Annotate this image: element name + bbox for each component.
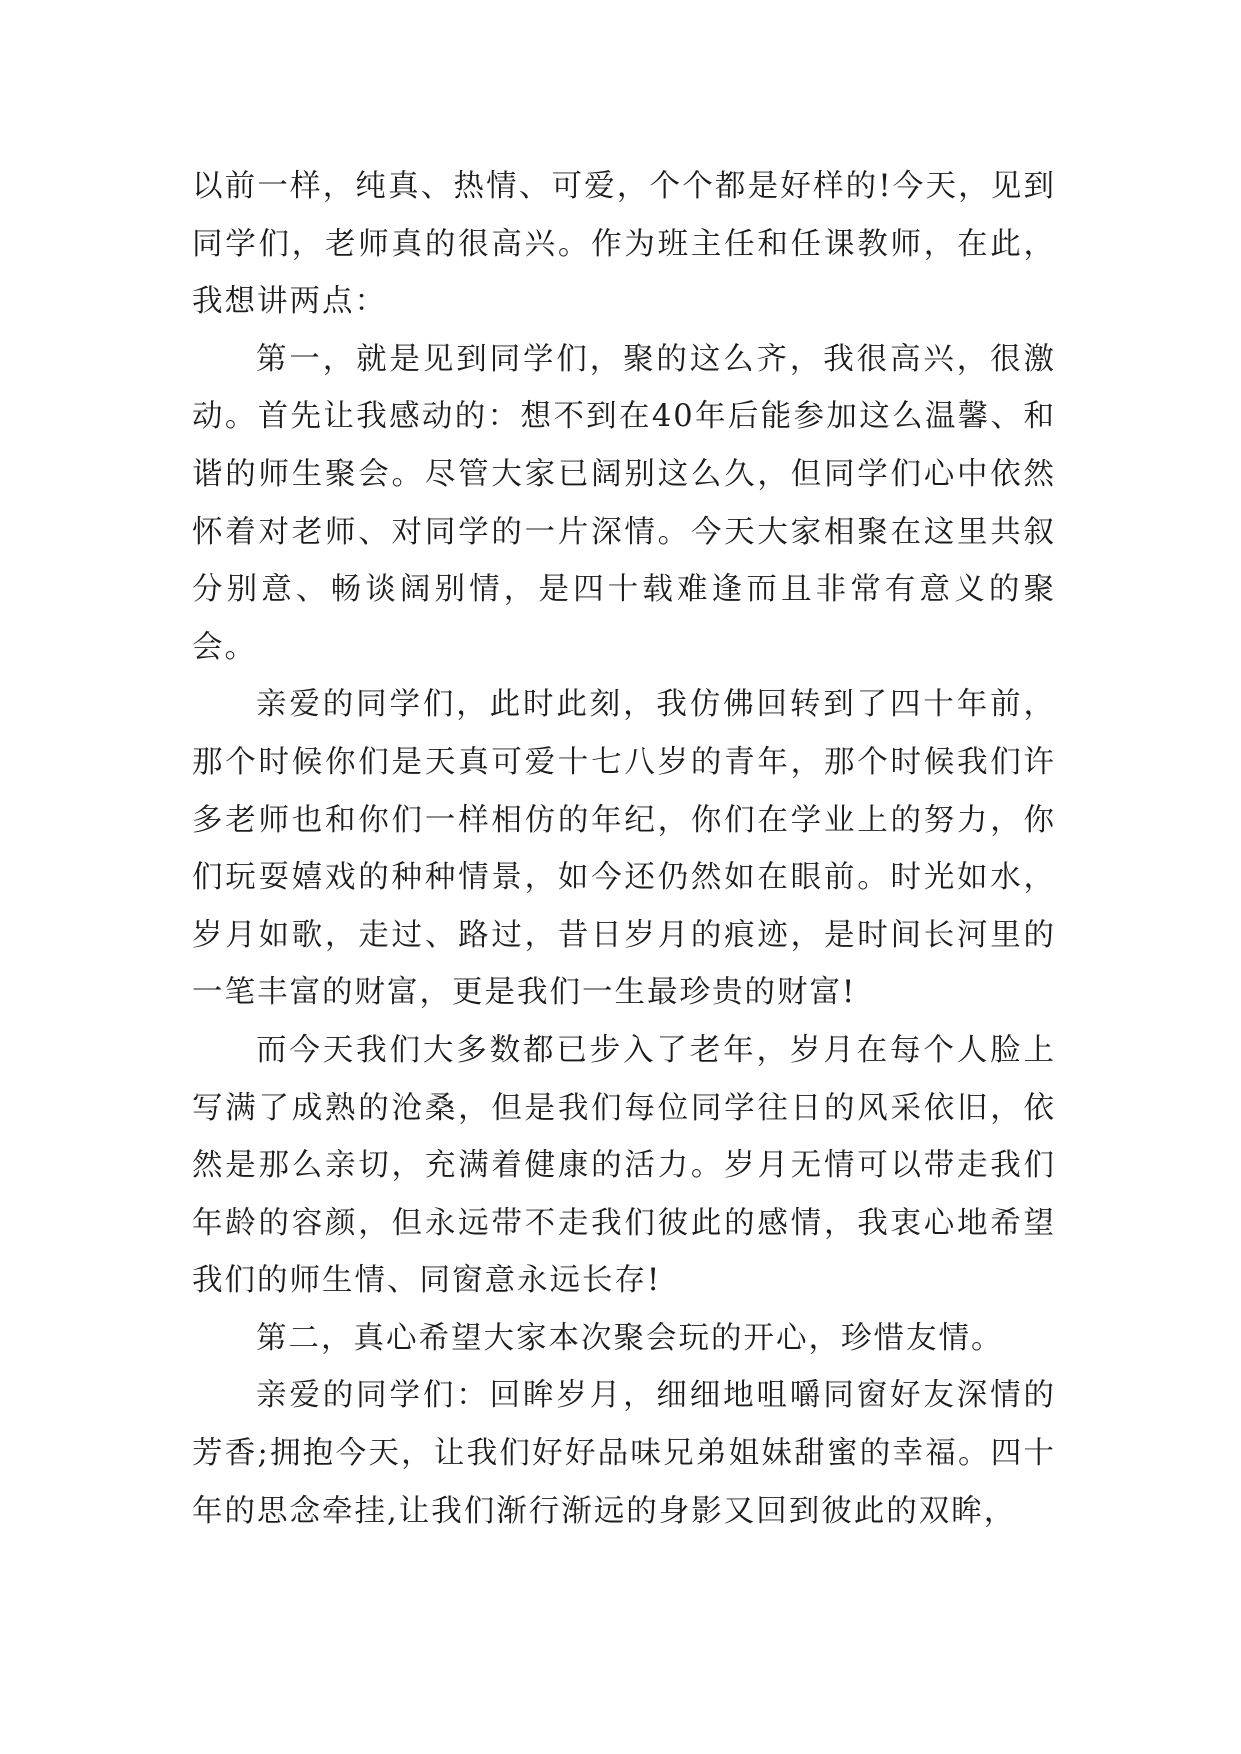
- paragraph-memories: 亲爱的同学们，此时此刻，我仿佛回转到了四十年前，那个时候你们是天真可爱十七八岁的青年，那个时候我们许多老师也和你们一样相仿的年纪，你们在学业上的努力，你们玩耍嬉戏的种种情景，如今还仍然如在眼前。时光如水，岁月如歌，走过、路过，昔日岁月的痕迹，是时间长河里的一笔丰富的财富，更是我们一生最珍贵的财富!: [192, 687, 1056, 1011]
- paragraph-continuation: 以前一样，纯真、热情、可爱，个个都是好样的!今天，见到同学们，老师真的很高兴。作为班主任和任课教师，在此，我想讲两点：: [192, 169, 1056, 320]
- document-body: [192, 158, 1056, 1540]
- paragraph-old-age: 而今天我们大多数都已步入了老年，岁月在每个人脸上写满了成熟的沧桑，但是我们每位同学往日的风采依旧，依然是那么亲切，充满着健康的活力。岁月无情可以带走我们年龄的容颜，但永远带不走我们彼此的感情，我衷心地希望我们的师生情、同窗意永远长存!: [192, 1032, 1056, 1299]
- paragraph-first-point: 第一，就是见到同学们，聚的这么齐，我很高兴，很激动。首先让我感动的：想不到在40年后能参加这么温馨、和谐的师生聚会。尽管大家已阔别这么久，但同学们心中依然怀着对老师、对同学的一片深情。今天大家相聚在这里共叙分别意、畅谈阔别情，是四十载难逢而且非常有意义的聚会。: [192, 341, 1056, 665]
- paragraph-second-point: 第二，真心希望大家本次聚会玩的开心，珍惜友情。: [256, 1320, 1004, 1356]
- paragraph-closing: 亲爱的同学们：回眸岁月，细细地咀嚼同窗好友深情的芳香;拥抱今天，让我们好好品味兄弟姐妹甜蜜的幸福。四十年的思念牵挂,让我们渐行渐远的身影又回到彼此的双眸，: [192, 1378, 1056, 1529]
